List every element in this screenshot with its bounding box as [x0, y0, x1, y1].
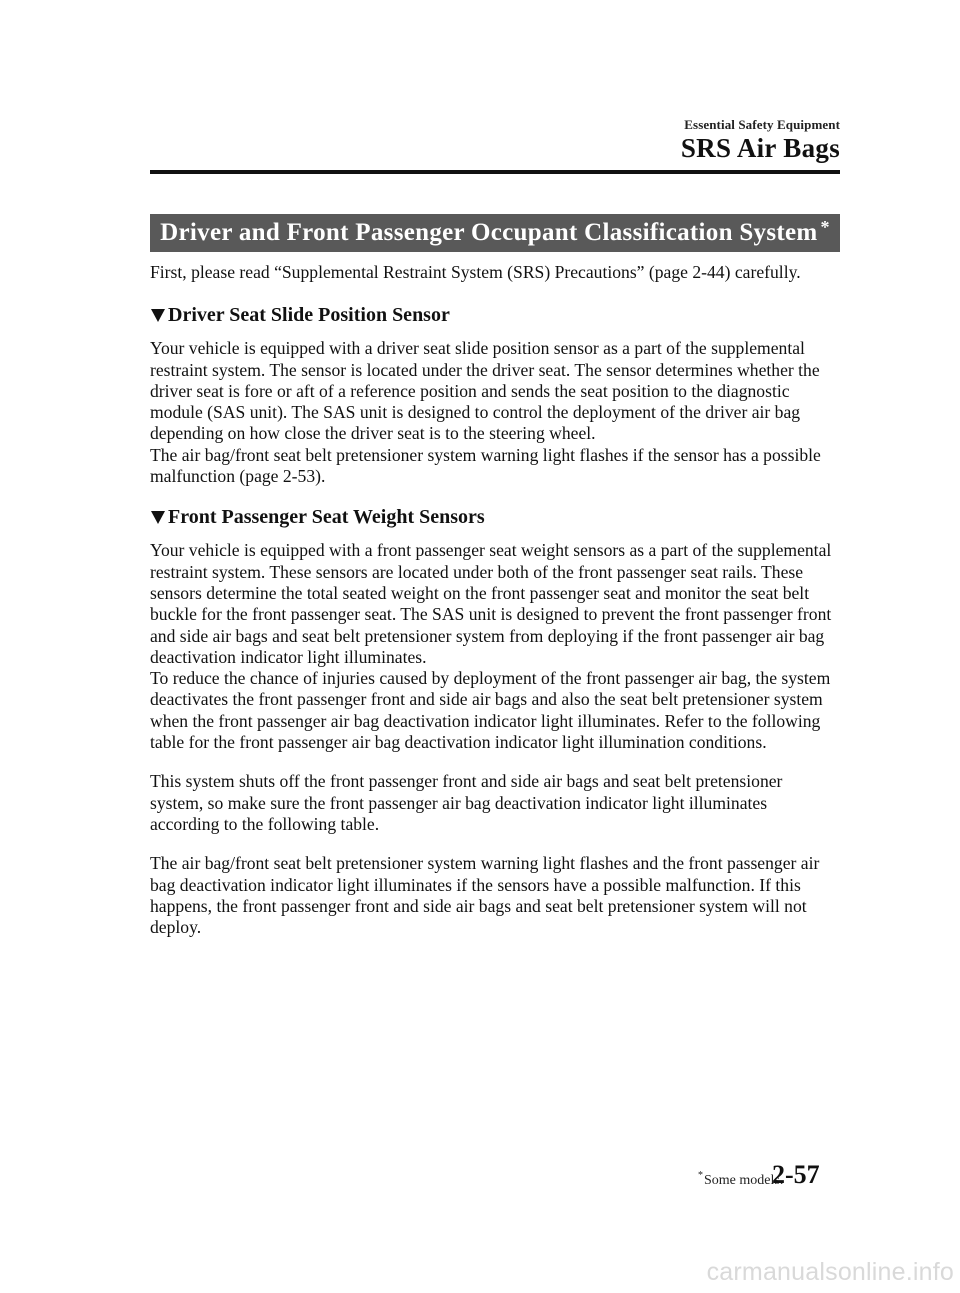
section-passenger-weight-sensors — [150, 504, 840, 938]
chapter-title: SRS Air Bags — [680, 133, 840, 163]
page-number: 2-57 — [772, 1160, 820, 1189]
section-header: Essential Safety Equipment — [684, 117, 840, 132]
body-paragraph: To reduce the chance of injuries caused by deployment of the front passenger air bag, the system deactivates the front passenger front and side air bags and also the seat belt pretensioner system when the front passenger air bag deactivation indicator light illuminates. Refer to the following table for the front passenger air bag deactivation indicator light illumination conditions. — [150, 668, 831, 753]
body-paragraph: The air bag/front seat belt pretensioner system warning light flashes and the front passenger air bag deactivation indicator light illuminates if the sensors have a possible malfunction. If this happens, the front passenger front and side air bags and seat belt pretensioner system will not deploy. — [150, 853, 820, 938]
footnote-marker: * — [698, 1170, 703, 1181]
some-models-marker: * — [820, 216, 830, 237]
section-heading — [150, 302, 840, 328]
section-driver-seat-sensor — [150, 302, 840, 487]
body-paragraph: The air bag/front seat belt pretensioner system warning light flashes if the sensor has a possible malfunction (page 2-53). — [150, 444, 821, 487]
main-content — [150, 262, 840, 955]
intro-paragraph: First, please read “Supplemental Restraint System (SRS) Precautions” (page 2-44) carefully. — [150, 262, 801, 282]
section-heading — [150, 504, 840, 530]
footnote — [698, 1170, 784, 1189]
body-paragraph: Your vehicle is equipped with a driver seat slide position sensor as a part of the supplemental restraint system. The sensor is located under the driver seat. The sensor determines whether the driver seat is fore or aft of a reference position and sends the seat position to the diagnostic module (SAS unit). The SAS unit is designed to control the deployment of the driver air bag depending on how close the driver seat is to the steering wheel. — [150, 338, 820, 444]
watermark: carmanualsonline.info — [706, 1258, 954, 1286]
body-paragraph: This system shuts off the front passenger front and side air bags and seat belt pretensioner system, so make sure the front passenger air bag deactivation indicator light illuminates according to the following table. — [150, 771, 783, 834]
page-title: Driver and Front Passenger Occupant Classification System — [160, 219, 818, 246]
section-heading-text: Driver Seat Slide Position Sensor — [168, 304, 450, 327]
triangle-bullet-icon — [151, 309, 165, 322]
body-paragraph: Your vehicle is equipped with a front passenger seat weight sensors as a part of the supplemental restraint system. These sensors are located under both of the front passenger seat rails. These sensors determine the total seated weight on the front passenger seat and monitor the seat belt buckle for the front passenger seat. The SAS unit is designed to prevent the front passenger front and side air bags and seat belt pretensioner system from deploying if the front passenger air bag deactivation indicator light illuminates. — [150, 540, 832, 667]
header-divider — [150, 170, 840, 174]
section-heading-text: Front Passenger Seat Weight Sensors — [168, 506, 485, 529]
page-title-banner — [150, 214, 840, 252]
triangle-bullet-icon — [151, 511, 165, 524]
footnote-text: Some models. — [704, 1173, 784, 1188]
